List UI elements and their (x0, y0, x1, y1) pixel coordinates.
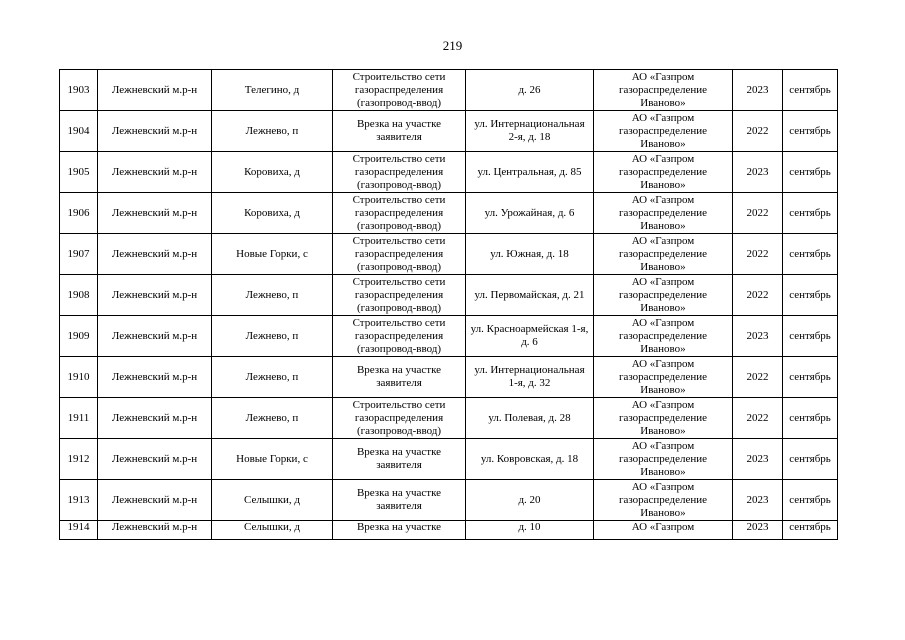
locality-cell: Лежнево, п (212, 111, 333, 152)
address-cell: ул. Интернациональная 2-я, д. 18 (466, 111, 594, 152)
address-cell: ул. Ковровская, д. 18 (466, 439, 594, 480)
year-cell: 2022 (733, 398, 783, 439)
row-number: 1904 (60, 111, 98, 152)
organization-cell: АО «Газпром газораспределение Иваново» (594, 480, 733, 521)
locality-cell: Коровиха, д (212, 193, 333, 234)
work-type-cell: Строительство сети газораспределения (газопровод-ввод) (333, 398, 466, 439)
month-cell: сентябрь (783, 357, 838, 398)
address-cell: д. 10 (466, 521, 594, 540)
month-cell: сентябрь (783, 398, 838, 439)
row-number: 1910 (60, 357, 98, 398)
month-cell: сентябрь (783, 193, 838, 234)
address-cell: д. 26 (466, 70, 594, 111)
address-cell: ул. Южная, д. 18 (466, 234, 594, 275)
district-cell: Лежневский м.р-н (98, 193, 212, 234)
year-cell: 2023 (733, 70, 783, 111)
address-cell: ул. Урожайная, д. 6 (466, 193, 594, 234)
district-cell: Лежневский м.р-н (98, 398, 212, 439)
organization-cell: АО «Газпром (594, 521, 733, 540)
district-cell: Лежневский м.р-н (98, 316, 212, 357)
district-cell: Лежневский м.р-н (98, 521, 212, 540)
month-cell: сентябрь (783, 70, 838, 111)
organization-cell: АО «Газпром газораспределение Иваново» (594, 70, 733, 111)
month-cell: сентябрь (783, 234, 838, 275)
work-type-cell: Врезка на участке (333, 521, 466, 540)
address-cell: ул. Центральная, д. 85 (466, 152, 594, 193)
table-row (60, 521, 838, 540)
table-row (60, 275, 838, 316)
work-type-cell: Строительство сети газораспределения (газопровод-ввод) (333, 316, 466, 357)
locality-cell: Новые Горки, с (212, 439, 333, 480)
year-cell: 2022 (733, 111, 783, 152)
district-cell: Лежневский м.р-н (98, 152, 212, 193)
district-cell: Лежневский м.р-н (98, 111, 212, 152)
work-type-cell: Врезка на участке заявителя (333, 480, 466, 521)
table-row (60, 357, 838, 398)
work-type-cell: Строительство сети газораспределения (газопровод-ввод) (333, 152, 466, 193)
locality-cell: Телегино, д (212, 70, 333, 111)
organization-cell: АО «Газпром газораспределение Иваново» (594, 193, 733, 234)
table-row (60, 152, 838, 193)
month-cell: сентябрь (783, 275, 838, 316)
table-row (60, 439, 838, 480)
organization-cell: АО «Газпром газораспределение Иваново» (594, 152, 733, 193)
month-cell: сентябрь (783, 111, 838, 152)
year-cell: 2022 (733, 275, 783, 316)
month-cell: сентябрь (783, 152, 838, 193)
row-number: 1912 (60, 439, 98, 480)
row-number: 1905 (60, 152, 98, 193)
row-number: 1909 (60, 316, 98, 357)
work-type-cell: Врезка на участке заявителя (333, 439, 466, 480)
locality-cell: Коровиха, д (212, 152, 333, 193)
year-cell: 2022 (733, 357, 783, 398)
locality-cell: Селышки, д (212, 521, 333, 540)
address-cell: д. 20 (466, 480, 594, 521)
work-type-cell: Врезка на участке заявителя (333, 357, 466, 398)
locality-cell: Лежнево, п (212, 275, 333, 316)
row-number: 1907 (60, 234, 98, 275)
month-cell: сентябрь (783, 439, 838, 480)
district-cell: Лежневский м.р-н (98, 70, 212, 111)
district-cell: Лежневский м.р-н (98, 275, 212, 316)
district-cell: Лежневский м.р-н (98, 439, 212, 480)
work-type-cell: Строительство сети газораспределения (газопровод-ввод) (333, 234, 466, 275)
organization-cell: АО «Газпром газораспределение Иваново» (594, 439, 733, 480)
table-row (60, 70, 838, 111)
organization-cell: АО «Газпром газораспределение Иваново» (594, 357, 733, 398)
year-cell: 2023 (733, 316, 783, 357)
work-type-cell: Строительство сети газораспределения (газопровод-ввод) (333, 275, 466, 316)
year-cell: 2023 (733, 152, 783, 193)
work-type-cell: Строительство сети газораспределения (газопровод-ввод) (333, 70, 466, 111)
row-number: 1906 (60, 193, 98, 234)
locality-cell: Лежнево, п (212, 398, 333, 439)
work-type-cell: Врезка на участке заявителя (333, 111, 466, 152)
table-row (60, 480, 838, 521)
year-cell: 2022 (733, 234, 783, 275)
address-cell: ул. Интернациональная 1-я, д. 32 (466, 357, 594, 398)
address-cell: ул. Красноармейская 1-я, д. 6 (466, 316, 594, 357)
organization-cell: АО «Газпром газораспределение Иваново» (594, 275, 733, 316)
row-number: 1911 (60, 398, 98, 439)
year-cell: 2023 (733, 480, 783, 521)
gas-connection-table (59, 69, 838, 540)
year-cell: 2023 (733, 521, 783, 540)
row-number: 1914 (60, 521, 98, 540)
table-row (60, 398, 838, 439)
organization-cell: АО «Газпром газораспределение Иваново» (594, 316, 733, 357)
locality-cell: Лежнево, п (212, 316, 333, 357)
locality-cell: Лежнево, п (212, 357, 333, 398)
month-cell: сентябрь (783, 316, 838, 357)
district-cell: Лежневский м.р-н (98, 480, 212, 521)
organization-cell: АО «Газпром газораспределение Иваново» (594, 234, 733, 275)
table-row (60, 193, 838, 234)
table-row (60, 111, 838, 152)
year-cell: 2023 (733, 439, 783, 480)
work-type-cell: Строительство сети газораспределения (газопровод-ввод) (333, 193, 466, 234)
year-cell: 2022 (733, 193, 783, 234)
address-cell: ул. Полевая, д. 28 (466, 398, 594, 439)
page-number: 219 (442, 38, 463, 53)
organization-cell: АО «Газпром газораспределение Иваново» (594, 111, 733, 152)
table-row (60, 234, 838, 275)
locality-cell: Селышки, д (212, 480, 333, 521)
organization-cell: АО «Газпром газораспределение Иваново» (594, 398, 733, 439)
row-number: 1913 (60, 480, 98, 521)
month-cell: сентябрь (783, 480, 838, 521)
district-cell: Лежневский м.р-н (98, 234, 212, 275)
table-row (60, 316, 838, 357)
row-number: 1903 (60, 70, 98, 111)
address-cell: ул. Первомайская, д. 21 (466, 275, 594, 316)
month-cell: сентябрь (783, 521, 838, 540)
row-number: 1908 (60, 275, 98, 316)
district-cell: Лежневский м.р-н (98, 357, 212, 398)
locality-cell: Новые Горки, с (212, 234, 333, 275)
